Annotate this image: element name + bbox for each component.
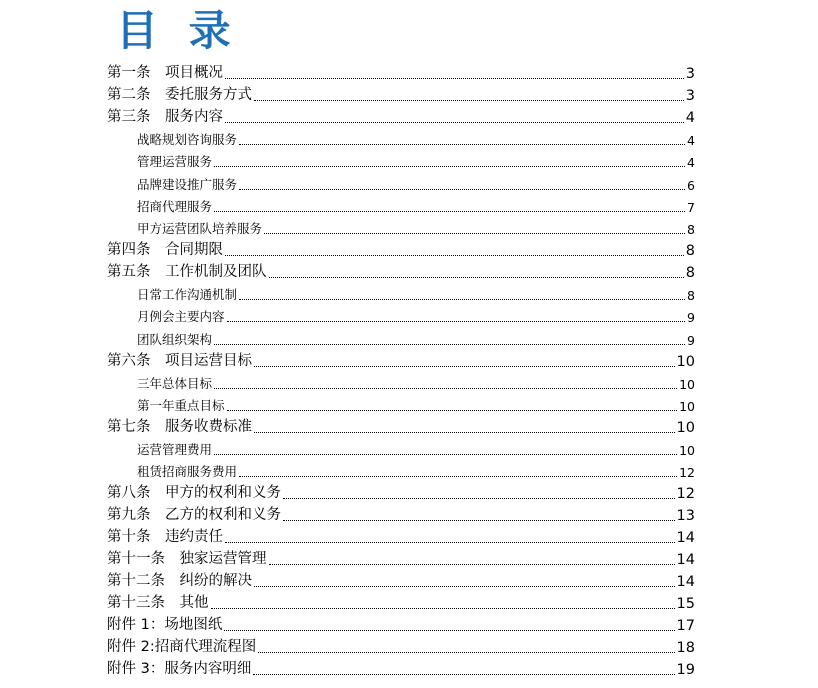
toc-subentry[interactable] [0,128,818,150]
toc-dot-leader [214,211,685,212]
toc-entry-label: 第七条 服务收费标准 [107,418,252,435]
toc-dot-leader [239,189,685,190]
toc-entry-label: 附件 1：场地图纸 [107,617,223,634]
toc-entry-page-number: 14 [676,530,695,547]
toc-subentry[interactable] [0,195,818,217]
toc-entry[interactable] [0,84,818,106]
toc-subentry[interactable] [0,305,818,327]
toc-entry-page-number: 9 [687,332,695,348]
toc-dot-leader [225,255,684,256]
toc-entry-label: 日常工作沟通机制 [137,287,238,303]
toc-subentry[interactable] [0,394,818,416]
toc-entry-label: 第四条 合同期限 [107,241,223,258]
toc-subentry[interactable] [0,150,818,172]
toc-dot-leader [269,277,684,278]
toc-dot-leader [225,78,684,79]
toc-dot-leader [224,630,674,631]
toc-subentry[interactable] [0,372,818,394]
toc-entry-page-number: 12 [676,486,695,503]
toc-title: 目 录 [116,6,239,55]
toc-dot-leader [214,454,677,455]
toc-dot-leader [258,652,674,653]
toc-dot-leader [225,122,684,123]
toc-dot-leader [214,388,677,389]
toc-entry-page-number: 8 [687,221,695,237]
toc-entry[interactable] [0,106,818,128]
toc-dot-leader [239,299,685,300]
toc-entry[interactable] [0,636,818,658]
toc-entry[interactable] [0,614,818,636]
toc-dot-leader [254,432,675,433]
toc-entry-page-number: 10 [676,419,695,436]
toc-entry-label: 甲方运营团队培养服务 [137,220,263,236]
toc-entry-page-number: 18 [676,640,695,657]
toc-entry-label: 招商代理服务 [137,198,213,214]
toc-entry-label: 团队组织架构 [137,331,213,347]
toc-entry-label: 三年总体目标 [137,375,213,391]
toc-entry-label: 第十二条 纠纷的解决 [107,573,252,590]
toc-dot-leader [264,233,685,234]
toc-dot-leader [225,542,675,543]
toc-dot-leader [227,321,686,322]
toc-entry-label: 管理运营服务 [137,154,213,170]
toc-entry-page-number: 12 [679,465,695,481]
toc-entry-label: 第一条 项目概况 [107,65,223,81]
toc-entry-page-number: 6 [687,177,695,193]
toc-entry-page-number: 14 [676,552,695,569]
toc-entry[interactable] [0,526,818,548]
toc-entry[interactable] [0,350,818,372]
toc-entry-label: 第六条 项目运营目标 [107,352,252,369]
toc-dot-leader [253,674,674,675]
toc-entry-page-number: 3 [685,66,695,82]
toc-entry[interactable] [0,504,818,526]
toc-entry-label: 品牌建设推广服务 [137,176,238,192]
toc-entry-label: 第十条 违约责任 [107,529,223,546]
toc-subentry[interactable] [0,460,818,482]
table-of-contents [0,62,818,680]
toc-entry[interactable] [0,261,818,283]
toc-dot-leader [254,366,675,367]
toc-entry-label: 租赁招商服务费用 [137,464,238,480]
toc-dot-leader [211,608,675,609]
toc-entry-label: 第十三条 其他 [107,595,209,612]
toc-entry-label: 运营管理费用 [137,442,213,458]
toc-dot-leader [239,476,677,477]
toc-entry[interactable] [0,570,818,592]
toc-dot-leader [283,520,675,521]
toc-entry-page-number: 4 [685,110,695,126]
toc-dot-leader [239,144,685,145]
toc-entry[interactable] [0,658,818,680]
toc-subentry[interactable] [0,172,818,194]
toc-entry-page-number: 3 [685,88,695,104]
toc-entry-page-number: 4 [687,155,695,171]
toc-entry[interactable] [0,62,818,84]
toc-entry[interactable] [0,548,818,570]
toc-subentry[interactable] [0,438,818,460]
toc-entry-page-number: 13 [676,508,695,525]
toc-entry-page-number: 15 [676,596,695,613]
toc-entry-page-number: 8 [685,242,695,259]
toc-entry-page-number: 19 [676,662,695,679]
toc-dot-leader [214,166,685,167]
toc-dot-leader [214,344,685,345]
toc-entry-label: 月例会主要内容 [137,309,225,325]
toc-entry-page-number: 10 [679,376,695,392]
toc-entry[interactable] [0,239,818,261]
toc-entry[interactable] [0,416,818,438]
toc-entry-page-number: 8 [687,288,695,304]
toc-subentry[interactable] [0,217,818,239]
toc-subentry[interactable] [0,327,818,349]
toc-entry-page-number: 7 [687,199,695,215]
toc-entry-label: 第九条 乙方的权利和义务 [107,507,281,524]
toc-entry-label: 附件 2:招商代理流程图 [107,639,257,656]
toc-entry-page-number: 4 [687,133,695,149]
toc-dot-leader [254,586,675,587]
toc-entry-label: 附件 3：服务内容明细 [107,661,252,678]
toc-dot-leader [283,498,675,499]
toc-entry-page-number: 9 [687,310,695,326]
toc-entry-label: 第十一条 独家运营管理 [107,551,267,568]
toc-entry-label: 战略规划咨询服务 [137,132,238,148]
toc-dot-leader [254,100,684,101]
toc-entry-page-number: 10 [679,443,695,459]
toc-subentry[interactable] [0,283,818,305]
toc-entry-label: 第三条 服务内容 [107,109,223,125]
toc-entry-page-number: 10 [676,353,695,370]
toc-entry-label: 第二条 委托服务方式 [107,87,252,103]
toc-entry-page-number: 17 [676,618,695,635]
toc-entry-label: 第五条 工作机制及团队 [107,263,267,280]
toc-entry-page-number: 10 [679,398,695,414]
toc-entry[interactable] [0,482,818,504]
toc-entry-page-number: 8 [685,264,695,281]
toc-dot-leader [269,564,675,565]
toc-entry-label: 第一年重点目标 [137,397,225,413]
toc-entry[interactable] [0,592,818,614]
toc-dot-leader [227,410,678,411]
toc-entry-page-number: 14 [676,574,695,591]
toc-entry-label: 第八条 甲方的权利和义务 [107,485,281,502]
